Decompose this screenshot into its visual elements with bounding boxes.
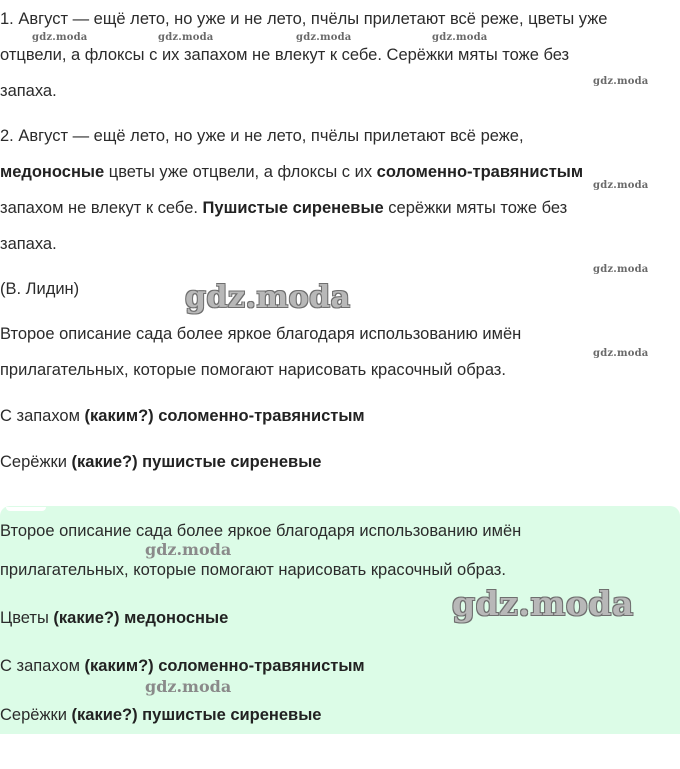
answer-line-4 bbox=[0, 656, 365, 676]
watermark-small: gdz.moda bbox=[593, 76, 649, 87]
author-line: (В. Лидин) bbox=[0, 280, 80, 298]
answer-tab bbox=[6, 507, 46, 511]
watermark-small: gdz.moda bbox=[593, 348, 649, 359]
text-segment: серёжки мяты тоже без bbox=[383, 199, 568, 217]
answer-line-1: Второе описание сада более яркое благодаря использованию имён bbox=[0, 522, 522, 540]
text-line-11 bbox=[0, 406, 365, 426]
text-line-9: Второе описание сада более яркое благодаря использованию имён bbox=[0, 325, 522, 343]
watermark-small: gdz.moda bbox=[296, 32, 352, 43]
watermark-medium: gdz.moda bbox=[145, 677, 232, 696]
watermark-medium: gdz.moda bbox=[145, 540, 232, 559]
highlight-word: медоносные bbox=[0, 163, 105, 181]
watermark-small: gdz.moda bbox=[432, 32, 488, 43]
text-line-3: запаха. bbox=[0, 82, 57, 100]
watermark-small: gdz.moda bbox=[158, 32, 214, 43]
answer-line-3 bbox=[0, 608, 228, 628]
text-line-6 bbox=[0, 198, 567, 218]
text-line-2: отцвели, а флоксы с их запахом не влекут к себе. Серёжки мяты тоже без bbox=[0, 46, 570, 64]
highlight-word: (каким?) соломенно-травянистым bbox=[84, 407, 365, 425]
highlight-word: (какие?) медоносные bbox=[53, 609, 229, 627]
text-segment: цветы уже отцвели, а флоксы с их bbox=[104, 163, 377, 181]
text-segment: С запахом bbox=[0, 407, 85, 425]
watermark-small: gdz.moda bbox=[32, 32, 88, 43]
text-segment: С запахом bbox=[0, 657, 85, 675]
text-segment: Серёжки bbox=[0, 453, 72, 471]
text-line-12 bbox=[0, 452, 321, 472]
highlight-word: (какие?) пушистые сиреневые bbox=[71, 453, 322, 471]
watermark-large: gdz.moda bbox=[185, 280, 351, 315]
text-segment: запахом не влекут к себе. bbox=[0, 199, 203, 217]
highlight-word: соломенно-травянистым bbox=[376, 163, 584, 181]
answer-line-2: прилагательных, которые помогают нарисовать красочный образ. bbox=[0, 561, 506, 579]
text-line-4: 2. Август — ещё лето, но уже и не лето, пчёлы прилетают всё реже, bbox=[0, 127, 524, 145]
watermark-small: gdz.moda bbox=[593, 264, 649, 275]
answer-line-5 bbox=[0, 705, 321, 725]
text-line-10: прилагательных, которые помогают нарисовать красочный образ. bbox=[0, 361, 506, 379]
watermark-small: gdz.moda bbox=[593, 180, 649, 191]
highlight-word: (каким?) соломенно-травянистым bbox=[84, 657, 365, 675]
watermark-large: gdz.moda bbox=[452, 584, 634, 623]
text-segment: Цветы bbox=[0, 609, 54, 627]
highlight-word: Пушистые сиреневые bbox=[202, 199, 384, 217]
text-line-1: 1. Август — ещё лето, но уже и не лето, пчёлы прилетают всё реже, цветы уже bbox=[0, 10, 608, 28]
text-line-5 bbox=[0, 162, 583, 182]
text-line-7: запаха. bbox=[0, 235, 57, 253]
text-segment: Серёжки bbox=[0, 706, 72, 724]
highlight-word: (какие?) пушистые сиреневые bbox=[71, 706, 322, 724]
